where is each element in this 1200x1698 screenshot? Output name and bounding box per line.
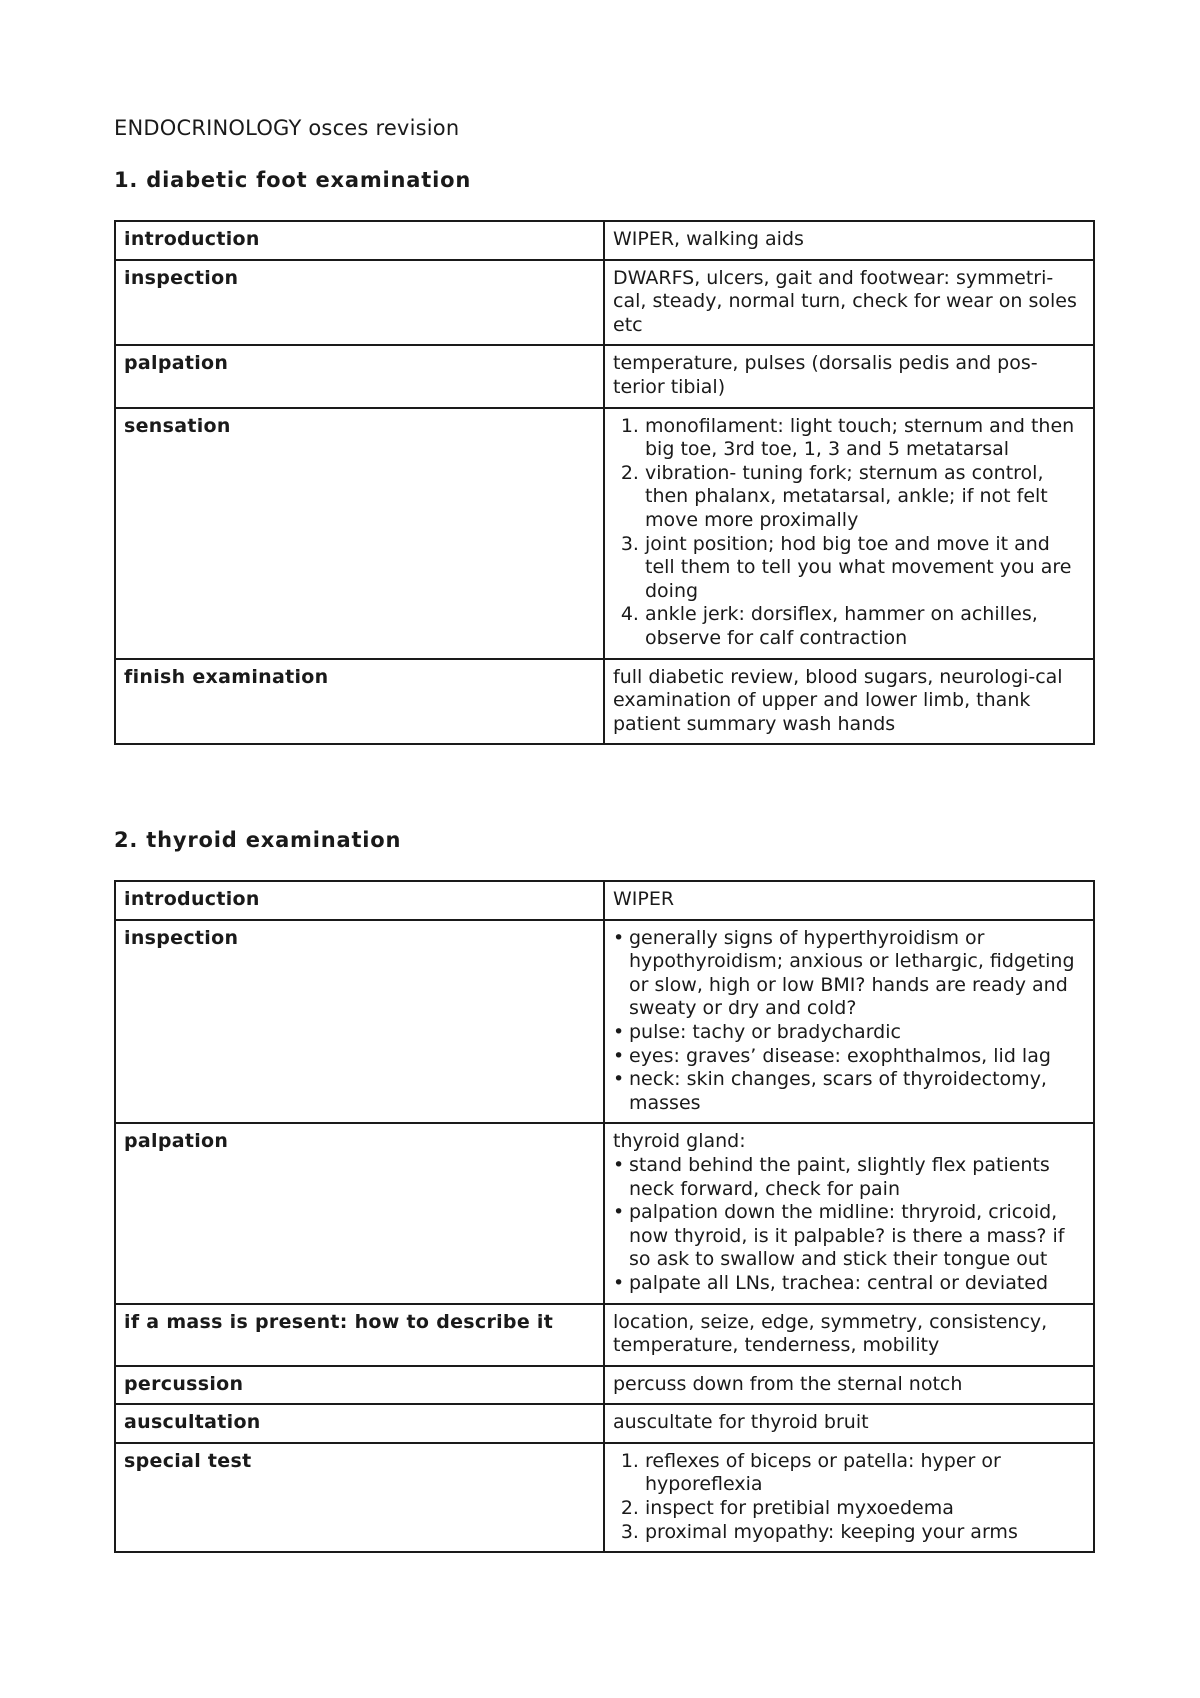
table-row [115, 881, 1094, 920]
list-item: • generally signs of hyperthyroidism or hypothyroidism; anxious or lethargic, fidgeting or slow, high or low BMI? hands are ready and sweaty or dry and cold? [629, 927, 1085, 1021]
table-row [115, 345, 1094, 407]
table-row [115, 408, 1094, 659]
bullet-list [613, 927, 1085, 1116]
list-item: 2. vibration- tuning fork; sternum as control, then phalanx, metatarsal, ankle; if not felt move more proximally [645, 462, 1085, 533]
numbered-list [613, 415, 1085, 651]
bullet-list [613, 1154, 1085, 1296]
row-label: finish examination [115, 659, 604, 745]
thyroid-table [114, 880, 1095, 1553]
row-value: WIPER [604, 881, 1094, 920]
row-value [604, 1123, 1094, 1303]
row-value: DWARFS, ulcers, gait and footwear: symmetri-cal, steady, normal turn, check for wear on soles etc [604, 260, 1094, 346]
row-value: WIPER, walking aids [604, 221, 1094, 260]
table-row [115, 1443, 1094, 1552]
list-item: 4. ankle jerk: dorsiflex, hammer on achilles, observe for calf contraction [645, 603, 1085, 650]
row-label: if a mass is present: how to describe it [115, 1304, 604, 1366]
row-label: introduction [115, 221, 604, 260]
row-label: special test [115, 1443, 604, 1552]
row-label: auscultation [115, 1404, 604, 1443]
list-item: 2. inspect for pretibial myxoedema [645, 1497, 1085, 1521]
list-item: • stand behind the paint, slightly flex patients neck forward, check for pain [629, 1154, 1085, 1201]
row-label: sensation [115, 408, 604, 659]
row-label: palpation [115, 345, 604, 407]
row-value [604, 408, 1094, 659]
document-title: ENDOCRINOLOGY osces revision [114, 116, 460, 140]
list-item: • eyes: graves’ disease: exophthalmos, lid lag [629, 1045, 1085, 1069]
table-row [115, 920, 1094, 1124]
section-heading-thyroid: 2. thyroid examination [114, 828, 402, 852]
list-item: 1. monofilament: light touch; sternum and then big toe, 3rd toe, 1, 3 and 5 metatarsal [645, 415, 1085, 462]
row-value: location, seize, edge, symmetry, consistency, temperature, tenderness, mobility [604, 1304, 1094, 1366]
row-label: percussion [115, 1366, 604, 1405]
list-item: • palpation down the midline: thryroid, cricoid, now thyroid, is it palpable? is there a mass? if so ask to swallow and stick their tongue out [629, 1201, 1085, 1272]
row-value [604, 920, 1094, 1124]
list-item: • pulse: tachy or bradychardic [629, 1021, 1085, 1045]
row-label: inspection [115, 260, 604, 346]
list-item: • palpate all LNs, trachea: central or deviated [629, 1272, 1085, 1296]
table-row [115, 1404, 1094, 1443]
list-item: 3. joint position; hod big toe and move it and tell them to tell you what movement you are doing [645, 533, 1085, 604]
list-item: 1. reflexes of biceps or patella: hyper or hyporeflexia [645, 1450, 1085, 1497]
table-row [115, 1123, 1094, 1303]
row-label: introduction [115, 881, 604, 920]
list-item: 3. proximal myopathy: keeping your arms [645, 1521, 1085, 1545]
row-value [604, 1443, 1094, 1552]
row-value: auscultate for thyroid bruit [604, 1404, 1094, 1443]
row-value: percuss down from the sternal notch [604, 1366, 1094, 1405]
table-row [115, 260, 1094, 346]
row-label: palpation [115, 1123, 604, 1303]
table-row [115, 221, 1094, 260]
table-row [115, 659, 1094, 745]
list-item: • neck: skin changes, scars of thyroidectomy, masses [629, 1068, 1085, 1115]
row-value: full diabetic review, blood sugars, neurologi-cal examination of upper and lower limb, thank patient summary wash hands [604, 659, 1094, 745]
diabetic-foot-table [114, 220, 1095, 745]
table-row [115, 1366, 1094, 1405]
row-label: inspection [115, 920, 604, 1124]
row-value: temperature, pulses (dorsalis pedis and pos-terior tibial) [604, 345, 1094, 407]
list-lead-text: thyroid gland: [613, 1130, 746, 1153]
numbered-list [613, 1450, 1085, 1544]
table-row [115, 1304, 1094, 1366]
section-heading-diabetic-foot: 1. diabetic foot examination [114, 168, 472, 192]
